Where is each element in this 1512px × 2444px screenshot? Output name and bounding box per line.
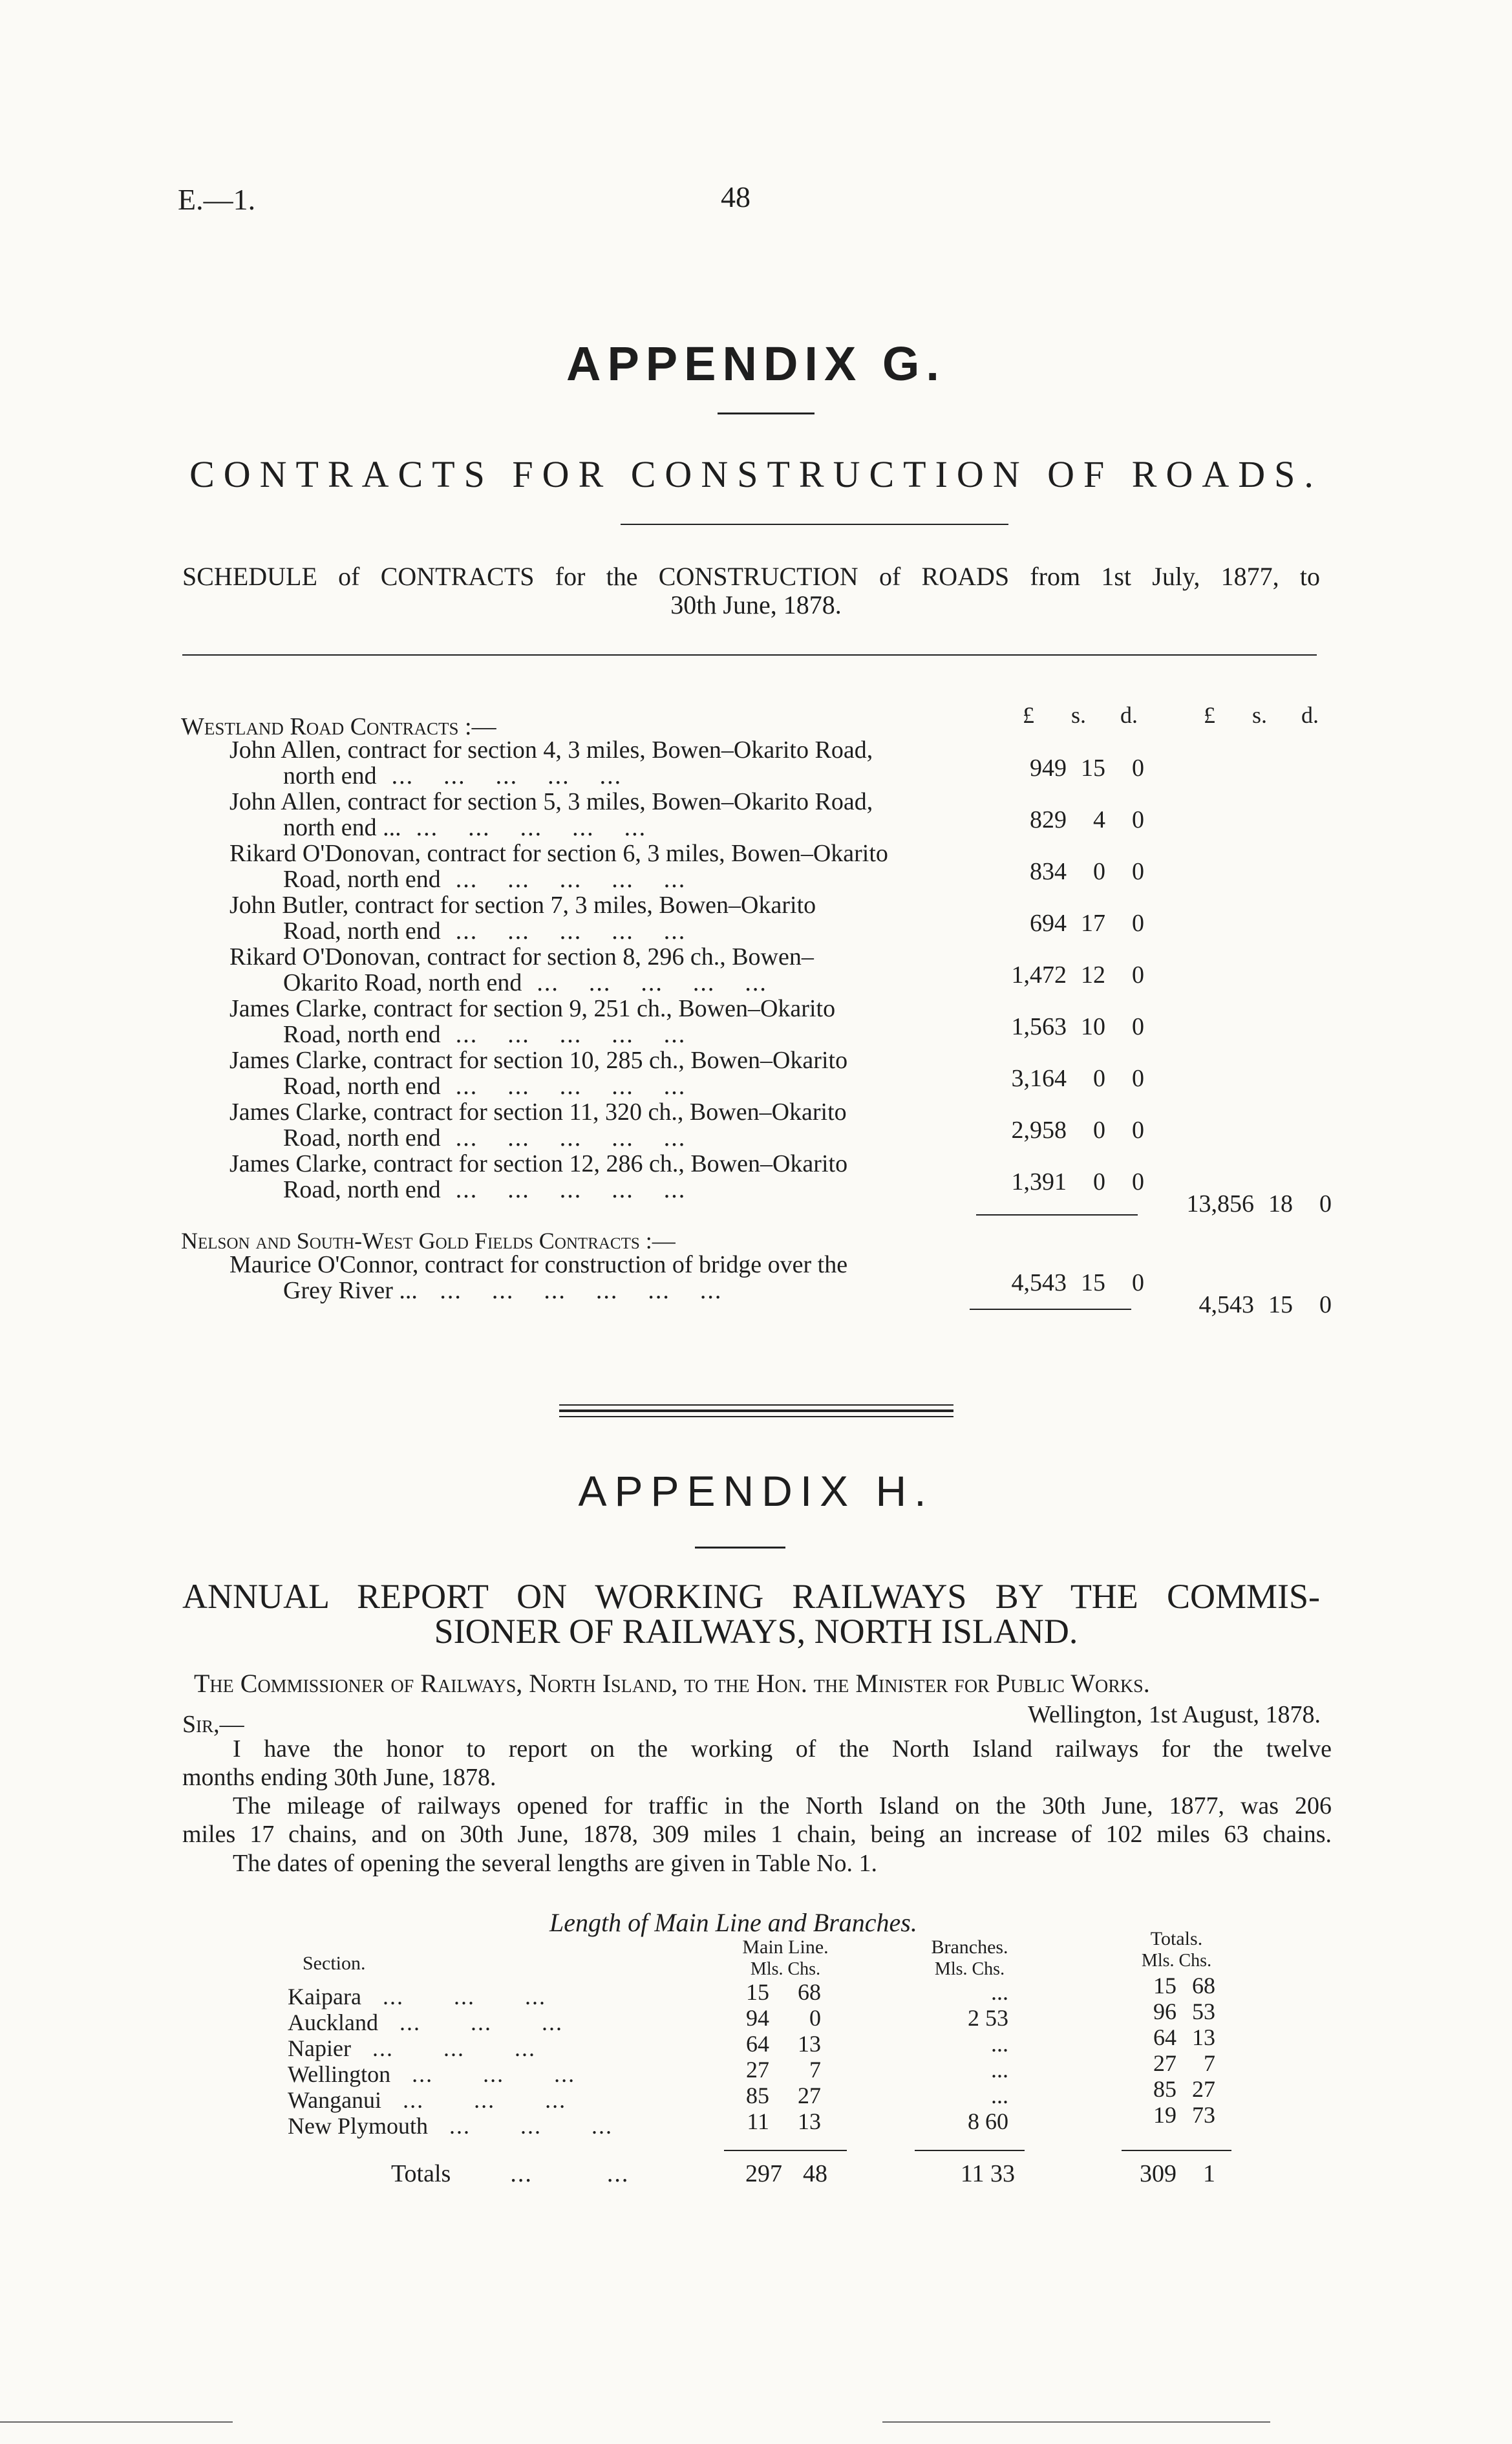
para1-line2: months ending 30th June, 1878. <box>182 1764 496 1791</box>
table-head-branches: Branches. <box>931 1936 1008 1958</box>
contract-shillings: 4 <box>1093 806 1105 833</box>
totals-main-chains: 48 <box>803 2160 827 2187</box>
nelson-line-1: Maurice O'Connor, contract for construction of bridge over the <box>229 1251 848 1278</box>
para2-line2: miles 17 chains, and on 30th June, 1878, 309 miles 1 chain, being an increase of 102 miles 63 chains. <box>182 1821 1332 1848</box>
section-name: Wanganui <box>288 2087 382 2113</box>
contract-line-2-text: north end <box>283 762 377 789</box>
contract-line-1: James Clarke, contract for section 10, 285 ch., Bowen–Okarito <box>229 1047 848 1074</box>
report-title-2: SIONER OF RAILWAYS, NORTH ISLAND. <box>434 1612 1078 1651</box>
westland-total-pence: 0 <box>1319 1190 1332 1217</box>
divider <box>718 413 815 414</box>
row-main-chains: 27 <box>798 2083 821 2108</box>
table-row-section: Wellington ... ... ... <box>288 2061 576 2087</box>
row-total-miles: 85 <box>1153 2076 1177 2102</box>
section-name: Auckland <box>288 2010 378 2035</box>
page-number: 48 <box>721 180 751 213</box>
row-total-chains: 13 <box>1192 2024 1215 2050</box>
table-row-section: Napier ... ... ... <box>288 2035 536 2061</box>
row-total-chains: 73 <box>1192 2102 1215 2128</box>
contract-pence: 0 <box>1132 755 1144 782</box>
contract-line-2: Road, north end ... ... ... ... ... <box>283 1124 687 1152</box>
para2-line1: The mileage of railways opened for traffic in the North Island on the 30th June, 1877, was 206 <box>233 1792 1332 1819</box>
col-head-shillings-2: s. <box>1251 702 1267 728</box>
row-main-miles: 15 <box>746 1979 769 2005</box>
contract-line-1: James Clarke, contract for section 11, 320 ch., Bowen–Okarito <box>229 1099 847 1126</box>
table-head-totals-sub: Mls. Chs. <box>1141 1951 1212 1971</box>
contract-line-2-text: Road, north end <box>283 1124 441 1152</box>
contract-line-2-text: Road, north end <box>283 917 441 945</box>
appendix-g-subtitle: CONTRACTS FOR CONSTRUCTION OF ROADS. <box>189 453 1323 495</box>
row-total-chains: 27 <box>1192 2076 1215 2102</box>
table-row-section: Wanganui ... ... ... <box>288 2087 567 2113</box>
westland-total-shillings: 18 <box>1268 1190 1293 1217</box>
contract-pence: 0 <box>1132 858 1144 885</box>
row-main-miles: 27 <box>746 2057 769 2083</box>
westland-heading: Westland Road Contracts :— <box>181 713 496 740</box>
row-main-miles: 94 <box>746 2005 769 2031</box>
contract-pence: 0 <box>1132 1117 1144 1144</box>
col-head-pence-1: d. <box>1120 702 1138 728</box>
contract-pounds: 829 <box>1030 806 1067 833</box>
contract-line-1: Rikard O'Donovan, contract for section 8, 296 ch., Bowen– <box>229 943 814 970</box>
report-title-1: ANNUAL REPORT ON WORKING RAILWAYS BY THE COMMIS- <box>182 1577 1320 1616</box>
contract-line-1: James Clarke, contract for section 12, 286 ch., Bowen–Okarito <box>229 1150 848 1177</box>
contract-line-2-text: north end ... <box>283 814 401 841</box>
totals-label-text: Totals <box>391 2160 451 2187</box>
contract-shillings: 17 <box>1081 910 1105 937</box>
table-head-totals: Totals. <box>1150 1928 1203 1949</box>
row-total-miles: 27 <box>1153 2050 1177 2076</box>
row-total-chains: 68 <box>1192 1973 1215 1999</box>
para3: The dates of opening the several lengths are given in Table No. 1. <box>233 1850 877 1877</box>
contract-line-2-text: Road, north end <box>283 1176 441 1203</box>
row-branches: ... <box>991 2031 1008 2057</box>
row-branches: ... <box>991 2057 1008 2083</box>
salutation: Sir,— <box>182 1711 244 1738</box>
contract-line-1: Rikard O'Donovan, contract for section 6, 3 miles, Bowen–Okarito <box>229 840 888 867</box>
section-name: Wellington <box>288 2061 391 2087</box>
section-separator <box>559 1416 953 1417</box>
place-date: Wellington, 1st August, 1878. <box>1028 1701 1321 1728</box>
divider <box>182 654 1317 656</box>
row-total-miles: 19 <box>1153 2102 1177 2128</box>
row-main-miles: 11 <box>747 2108 769 2134</box>
contract-pounds: 1,563 <box>1011 1013 1067 1040</box>
contract-line-1: James Clarke, contract for section 9, 251 ch., Bowen–Okarito <box>229 995 836 1022</box>
totals-miles: 309 <box>1140 2160 1177 2187</box>
contract-line-2: Road, north end ... ... ... ... ... <box>283 1021 687 1048</box>
row-main-miles: 64 <box>746 2031 769 2057</box>
col-head-pounds-2: £ <box>1204 702 1215 728</box>
nelson-total-pence: 0 <box>1319 1291 1332 1318</box>
table-caption: Length of Main Line and Branches. <box>549 1908 917 1937</box>
contract-shillings: 15 <box>1081 755 1105 782</box>
contract-line-2: Road, north end ... ... ... ... ... <box>283 1176 687 1203</box>
contract-line-2: Road, north end ... ... ... ... ... <box>283 1073 687 1100</box>
section-name: Napier <box>288 2035 351 2061</box>
row-total-miles: 15 <box>1153 1973 1177 1999</box>
totals-chains: 1 <box>1203 2160 1215 2187</box>
row-branches: 2 53 <box>968 2005 1008 2031</box>
nelson-line-2: Grey River ... ... ... ... ... ... ... <box>283 1277 723 1304</box>
nelson-pounds: 4,543 <box>1011 1269 1067 1296</box>
row-total-miles: 64 <box>1153 2024 1177 2050</box>
contract-line-1: John Allen, contract for section 4, 3 miles, Bowen–Okarito Road, <box>229 736 873 764</box>
col-head-pounds-1: £ <box>1023 702 1034 728</box>
subtotal-rule <box>976 1214 1138 1216</box>
schedule-line-1: SCHEDULE of CONTRACTS for the CONSTRUCTION of ROADS from 1st July, 1877, to <box>182 562 1320 591</box>
table-head-section: Section. <box>303 1953 366 1974</box>
nelson-total-pounds: 4,543 <box>1198 1291 1254 1318</box>
contract-line-2: north end ... ... ... ... ... ... <box>283 814 647 841</box>
subtotal-rule <box>970 1309 1131 1310</box>
contract-pence: 0 <box>1132 961 1144 989</box>
contract-shillings: 0 <box>1093 1117 1105 1144</box>
row-branches: ... <box>991 1979 1008 2005</box>
contract-line-1: John Butler, contract for section 7, 3 miles, Bowen–Okarito <box>229 892 816 919</box>
section-name: Kaipara <box>288 1984 361 2010</box>
contract-pounds: 3,164 <box>1011 1065 1067 1092</box>
contract-shillings: 10 <box>1081 1013 1105 1040</box>
contract-pence: 0 <box>1132 1065 1144 1092</box>
contract-shillings: 0 <box>1093 1168 1105 1195</box>
contract-pounds: 834 <box>1030 858 1067 885</box>
contract-line-2-text: Road, north end <box>283 1073 441 1100</box>
section-separator <box>559 1410 953 1412</box>
row-total-miles: 96 <box>1153 1999 1177 2024</box>
contract-line-2-text: Road, north end <box>283 1021 441 1048</box>
contract-pounds: 1,472 <box>1011 961 1067 989</box>
appendix-g-title: APPENDIX G. <box>566 337 946 391</box>
row-main-chains: 68 <box>798 1979 821 2005</box>
table-row-section: Auckland ... ... ... <box>288 2010 563 2035</box>
col-head-pence-2: d. <box>1301 702 1319 728</box>
contract-line-2: Okarito Road, north end ... ... ... ... ... <box>283 969 767 996</box>
row-branches: ... <box>991 2083 1008 2108</box>
row-branches: 8 60 <box>968 2108 1008 2134</box>
row-main-chains: 13 <box>798 2108 821 2134</box>
row-main-chains: 7 <box>809 2057 821 2083</box>
section-separator <box>559 1404 953 1406</box>
divider <box>695 1547 785 1549</box>
contract-pence: 0 <box>1132 1168 1144 1195</box>
table-head-main: Main Line. <box>742 1936 829 1958</box>
row-main-chains: 0 <box>809 2005 821 2031</box>
scan-mark <box>882 2421 1270 2423</box>
nelson-total-shillings: 15 <box>1268 1291 1293 1318</box>
row-total-chains: 7 <box>1204 2050 1215 2076</box>
row-main-chains: 13 <box>798 2031 821 2057</box>
contract-shillings: 0 <box>1093 858 1105 885</box>
contract-pence: 0 <box>1132 806 1144 833</box>
table-totals-label: Totals ... ... <box>391 2160 630 2187</box>
contract-pounds: 949 <box>1030 755 1067 782</box>
contract-shillings: 0 <box>1093 1065 1105 1092</box>
table-head-branches-sub: Mls. Chs. <box>934 1959 1005 1979</box>
nelson-pence: 0 <box>1132 1269 1144 1296</box>
section-name: New Plymouth <box>288 2113 429 2139</box>
table-head-main-sub: Mls. Chs. <box>750 1959 821 1979</box>
contract-line-2: Road, north end ... ... ... ... ... <box>283 917 687 945</box>
totals-branches: 11 33 <box>960 2160 1015 2187</box>
contract-line-2-text: Road, north end <box>283 866 441 893</box>
totals-main-miles: 297 <box>745 2160 782 2187</box>
contract-shillings: 12 <box>1081 961 1105 989</box>
nelson-line-2-text: Grey River ... <box>283 1277 418 1304</box>
contract-pence: 0 <box>1132 1013 1144 1040</box>
westland-total-pounds: 13,856 <box>1186 1190 1254 1217</box>
col-head-shillings-1: s. <box>1070 702 1086 728</box>
nelson-shillings: 15 <box>1081 1269 1105 1296</box>
contract-pence: 0 <box>1132 910 1144 937</box>
appendix-h-title: APPENDIX H. <box>578 1467 934 1515</box>
running-head: E.—1. <box>178 183 256 216</box>
totals-rule <box>724 2150 847 2151</box>
totals-rule <box>915 2150 1025 2151</box>
table-row-section: Kaipara ... ... ... <box>288 1984 546 2010</box>
contract-line-1: John Allen, contract for section 5, 3 miles, Bowen–Okarito Road, <box>229 788 873 815</box>
divider <box>621 524 1008 525</box>
table-row-section: New Plymouth ... ... ... <box>288 2113 613 2139</box>
schedule-line-2: 30th June, 1878. <box>670 590 842 619</box>
address-line: The Commissioner of Railways, North Island, to the Hon. the Minister for Public Works. <box>194 1669 1150 1698</box>
contract-pounds: 1,391 <box>1011 1168 1067 1195</box>
row-total-chains: 53 <box>1192 1999 1215 2024</box>
row-main-miles: 85 <box>746 2083 769 2108</box>
nelson-heading: Nelson and South-West Gold Fields Contracts :— <box>181 1228 676 1254</box>
contract-line-2-text: Okarito Road, north end <box>283 969 522 996</box>
scan-mark <box>0 2421 233 2423</box>
contract-line-2: north end ... ... ... ... ... <box>283 762 623 789</box>
totals-rule <box>1122 2150 1231 2151</box>
contract-pounds: 2,958 <box>1011 1117 1067 1144</box>
contract-line-2: Road, north end ... ... ... ... ... <box>283 866 687 893</box>
contract-pounds: 694 <box>1030 910 1067 937</box>
para1-line1: I have the honor to report on the working of the North Island railways for the twelve <box>233 1735 1332 1763</box>
